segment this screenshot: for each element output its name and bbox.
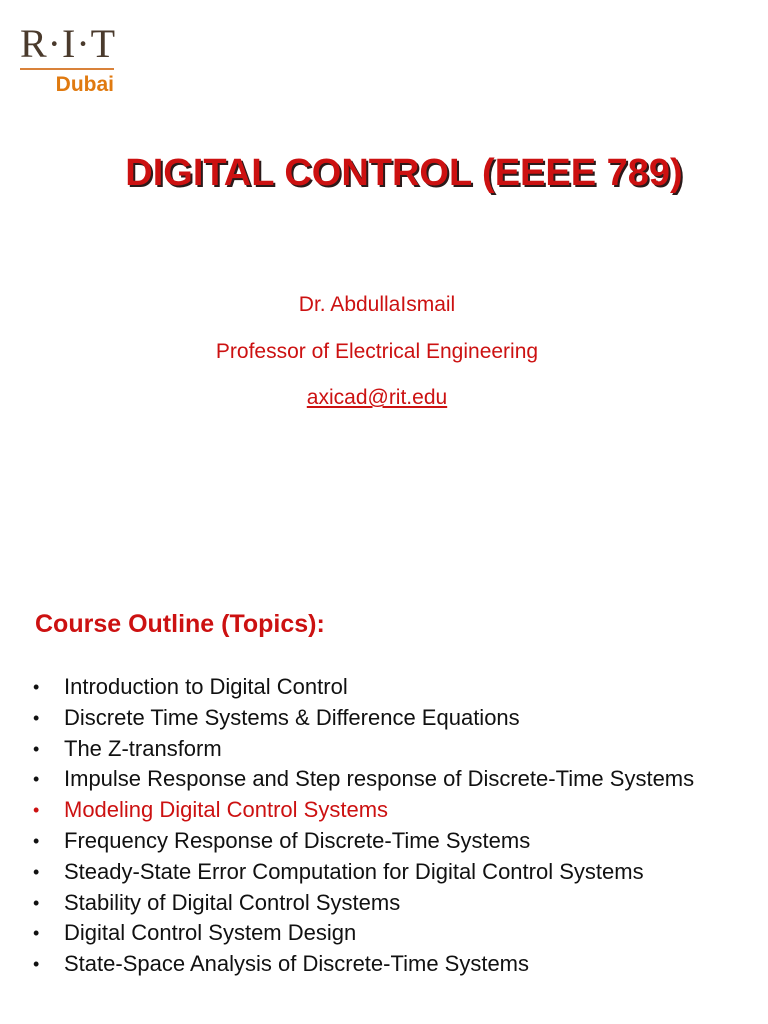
bullet-icon: •: [33, 738, 40, 759]
topic-label: Impulse Response and Step response of Discrete-Time Systems: [64, 766, 695, 792]
bullet-icon: •: [33, 954, 40, 975]
presenter-name: Dr. AbdullaIsmail: [298, 293, 456, 316]
presenter-email-link[interactable]: axicad@rit.edu: [306, 386, 448, 409]
topic-item: [0, 857, 768, 888]
topic-label: Introduction to Digital Control: [64, 674, 348, 699]
topic-item-highlighted: [0, 795, 768, 826]
topic-item: [0, 888, 768, 919]
rit-dubai-logo: [20, 21, 117, 97]
logo-dubai-text: Dubai: [55, 73, 114, 96]
topic-item: [0, 672, 768, 703]
logo-divider: [20, 68, 114, 70]
topic-label: Steady-State Error Computation for Digital Control Systems: [64, 858, 644, 884]
topic-label: Discrete Time Systems & Difference Equations: [64, 704, 520, 730]
bullet-icon: •: [33, 861, 40, 882]
topic-item: [0, 918, 768, 949]
topic-list: [0, 672, 768, 980]
bullet-icon: •: [33, 923, 40, 944]
topic-label: Frequency Response of Discrete-Time Systems: [64, 827, 531, 853]
bullet-icon: •: [33, 892, 40, 913]
topic-item: [0, 703, 768, 734]
topic-label: Digital Control System Design: [64, 920, 357, 946]
logo-rit-text: R·I·T: [20, 21, 117, 66]
bullet-icon: •: [33, 800, 40, 821]
topic-label: Stability of Digital Control Systems: [64, 889, 401, 915]
bullet-icon: •: [33, 830, 40, 851]
topic-item: [0, 949, 768, 980]
bullet-icon: •: [33, 769, 40, 790]
course-outline-heading: Course Outline (Topics):: [35, 610, 325, 638]
topic-label: Modeling Digital Control Systems: [64, 797, 389, 823]
topic-label: State-Space Analysis of Discrete-Time Systems: [64, 951, 530, 977]
presenter-role: Professor of Electrical Engineering: [215, 340, 539, 363]
topic-item: [0, 826, 768, 857]
topic-item: [0, 734, 768, 765]
course-title: DIGITAL CONTROL (EEEE 789): [125, 152, 683, 194]
bullet-icon: •: [33, 677, 40, 697]
topic-label: The Z-transform: [64, 735, 222, 761]
bullet-icon: •: [33, 707, 40, 728]
topic-item: [0, 764, 768, 795]
